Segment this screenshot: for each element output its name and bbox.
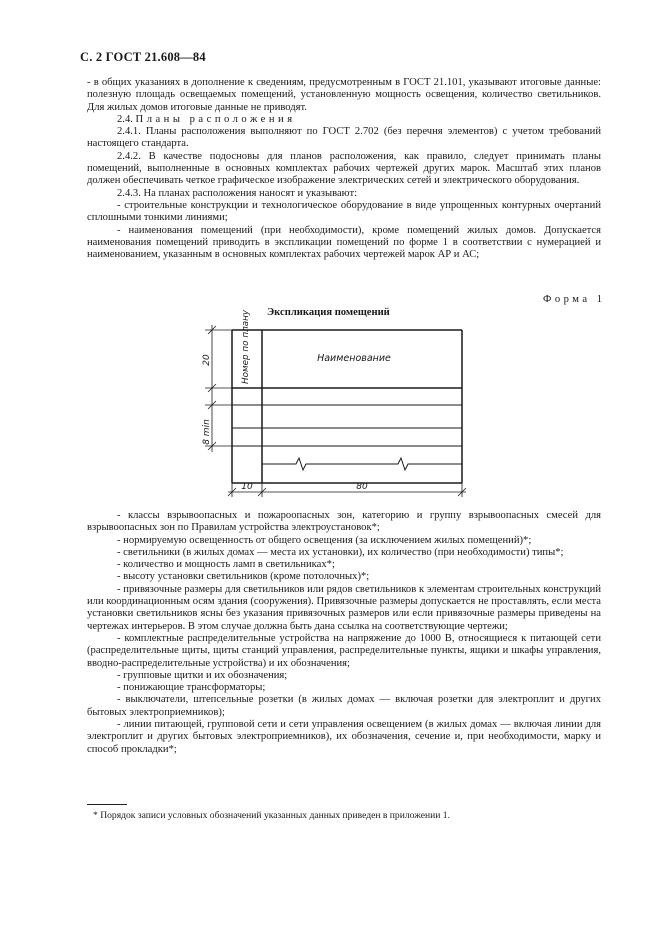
dimension-header-height: 20: [202, 354, 212, 366]
paragraph: 2.4.1. Планы расположения выполняют по ГОСТ 2.702 (без перечня элементов) с учетом требований настоящего стандарта.: [87, 126, 601, 150]
list-item: - комплектные распределительные устройства на напряжение до 1000 В, относящиеся к питающей сети (распределительные щиты, щиты станций управления, распределительные пункты, ящики и шкафы управления, вводно-распределительные устройства) и их обозначения;: [87, 632, 601, 669]
footnote: * Порядок записи условных обозначений указанных данных приведен в приложении 1.: [93, 810, 450, 821]
bottom-text-block: [87, 510, 601, 756]
column-header-number: [241, 309, 251, 384]
list-item: - количество и мощность ламп в светильниках*;: [117, 559, 335, 571]
dimension-col1-width: 10: [241, 482, 253, 492]
footnote-rule: [87, 804, 127, 805]
list-item: - групповые щитки и их обозначения;: [117, 669, 288, 681]
paragraph: - наименования помещений (при необходимости), кроме помещений жилых домов. Допускается наименования помещений приводить в экспликации помещений по форме 1 в соответствии с нумерацией и наименованием, указанным в основных комплектах рабочих чертежей марок АР и АС;: [87, 224, 601, 261]
list-item: - высоту установки светильников (кроме потолочных)*;: [117, 571, 370, 583]
list-item: - классы взрывоопасных и пожароопасных зон, категорию и группу взрывоопасных смесей для взрывоопасных зон по Правилам устройства электроустановок*;: [87, 510, 601, 534]
list-item: - линии питающей, групповой сети и сети управления освещением (в жилых домах — включая линии для электроплит и других бытовых электроприемников), их обозначения, сечение и, при необходимости, марку и способ прокладки*;: [87, 719, 601, 755]
list-item: - светильники (в жилых домах — места их установки), их количество (при необходимости) типы*;: [117, 546, 564, 558]
column-header-name: Наименование: [317, 353, 391, 364]
list-item: - выключатели, штепсельные розетки (в жилых домах — включая розетки для электроплит и других бытовых электроприемников);: [87, 694, 601, 718]
dimension-col2-width: 80: [356, 482, 368, 492]
paragraph: - строительные конструкции и технологическое оборудование в виде упрощенных контурных очертаний сплошными тонкими линиями;: [87, 199, 601, 224]
table-title: Экспликация помещений: [267, 307, 390, 318]
section-heading: 2.4. Планы расположения: [117, 113, 296, 125]
list-item: - привязочные размеры для светильников или рядов светильников к элементам строительных конструкций или координационным осям здания (сооружения). Привязочные размеры допускается не проставлять, если места установки светильников ясны без указания привязочных размеров или если привязочные размеры приведены на чертежах интерьеров. В этом случае должна быть дана ссылка на соответствующие чертежи;: [87, 583, 601, 632]
paragraph: 2.4.2. В качестве подосновы для планов расположения, как правило, следует принимать планы помещений, выполненные в основных комплектах рабочих чертежей других марок. Масштаб этих планов должен обеспечивать четкое графическое изображение электрических сетей и электрического оборудования.: [87, 150, 601, 187]
list-item: - нормируемую освещенность от общего освещения (за исключением жилых помещений)*;: [117, 534, 532, 546]
form-label: Форма 1: [543, 294, 606, 305]
paragraph: - в общих указаниях в дополнение к сведениям, предусмотренным в ГОСТ 21.101, указывают итоговые данные: полезную площадь освещаемых помещений, установленную мощность освещения, количество светильников. Для жилых домов итоговые данные не приводят.: [87, 77, 601, 113]
column-header-number-text: Номер по плану: [241, 309, 251, 384]
dimension-row-height: 8 min: [202, 419, 212, 445]
break-mark: [262, 458, 462, 470]
paragraph: 2.4.3. На планах расположения наносят и указывают:: [117, 187, 358, 199]
page-header: С. 2 ГОСТ 21.608—84: [80, 50, 206, 64]
list-item: - понижающие трансформаторы;: [117, 682, 266, 694]
